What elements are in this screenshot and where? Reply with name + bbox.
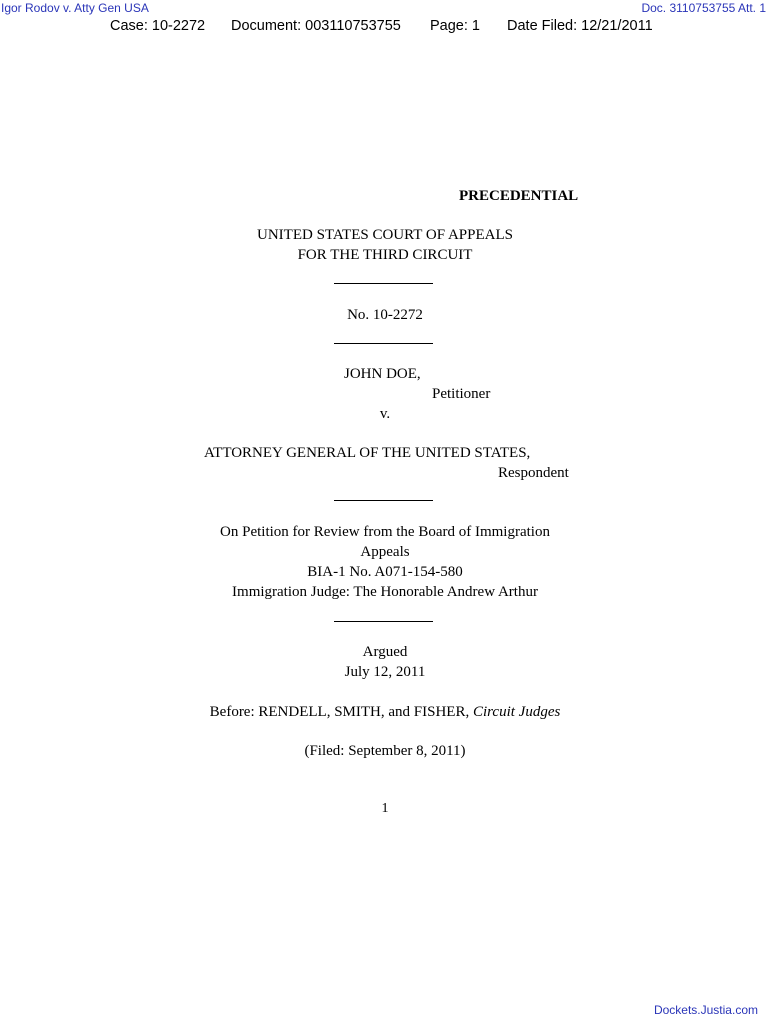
document-link-top-right[interactable]: Doc. 3110753755 Att. 1 — [641, 1, 766, 15]
header-case: Case: 10-2272 — [110, 18, 206, 34]
header-page: Page: 1 — [430, 18, 480, 34]
court-name-line1: UNITED STATES COURT OF APPEALS — [257, 227, 513, 243]
immigration-judge: Immigration Judge: The Honorable Andrew Arthur — [232, 584, 538, 600]
argued-label: Argued — [362, 644, 408, 660]
header-date-filed: Date Filed: 12/21/2011 — [507, 18, 653, 34]
petitioner-role: Petitioner — [432, 386, 491, 402]
petition-line2: Appeals — [360, 544, 410, 560]
case-number: No. 10-2272 — [347, 307, 423, 323]
court-name-line2: FOR THE THIRD CIRCUIT — [297, 247, 473, 263]
bia-number: BIA-1 No. A071-154-580 — [307, 564, 463, 580]
panel-title: Circuit Judges — [472, 704, 561, 720]
petitioner-name: JOHN DOE, — [344, 366, 421, 382]
respondent-name: ATTORNEY GENERAL OF THE UNITED STATES, — [204, 445, 531, 461]
docket-link-top-left[interactable]: Igor Rodov v. Atty Gen USA — [1, 1, 149, 15]
respondent-role: Respondent — [498, 465, 569, 481]
divider — [334, 343, 433, 344]
precedential-label: PRECEDENTIAL — [459, 188, 579, 204]
header-document: Document: 003110753755 — [231, 18, 401, 34]
filed-date: (Filed: September 8, 2011) — [304, 743, 466, 759]
divider — [334, 621, 433, 622]
justia-link[interactable]: Dockets.Justia.com — [653, 1003, 758, 1017]
page-number: 1 — [381, 801, 389, 816]
argued-date: July 12, 2011 — [344, 664, 426, 680]
divider — [334, 500, 433, 501]
divider — [334, 283, 433, 284]
petition-line1: On Petition for Review from the Board of Immigration — [220, 524, 550, 540]
panel-line — [0, 704, 770, 721]
panel-judges: Before: RENDELL, SMITH, and FISHER, — [209, 704, 470, 720]
versus: v. — [379, 406, 391, 422]
